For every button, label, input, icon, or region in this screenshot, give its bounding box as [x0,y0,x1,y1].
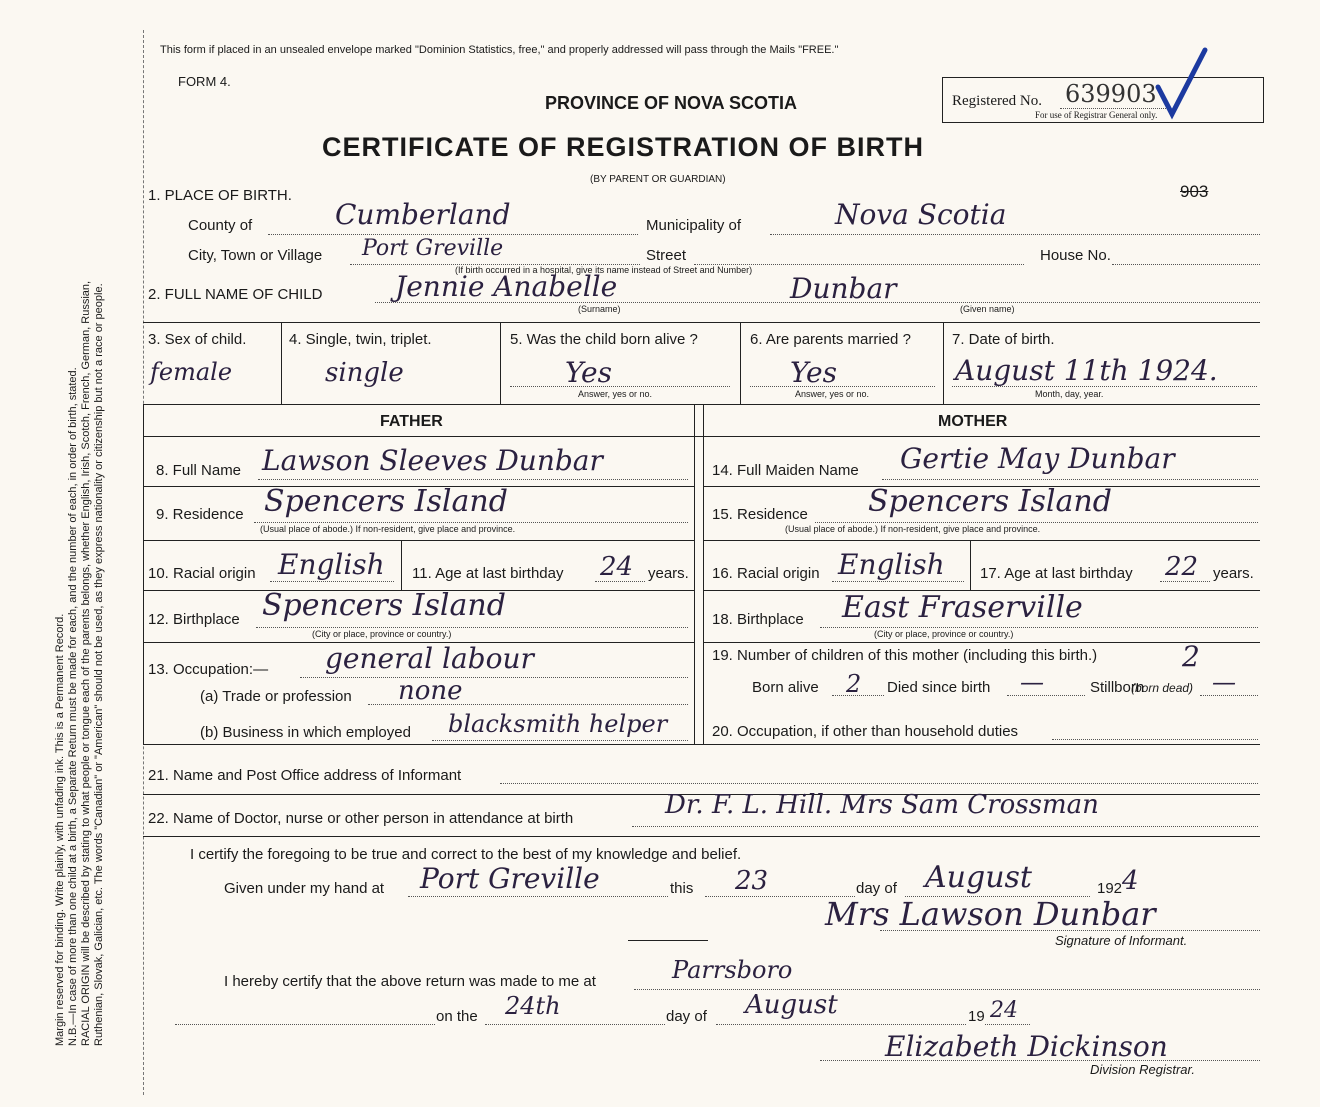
given-under-label: Given under my hand at [224,880,385,897]
rule [500,322,501,404]
crossed-number: 903 [1180,182,1209,201]
rule [740,322,741,404]
stillborn-label: Stillborn [1090,679,1145,696]
signature-label: Signature of Informant. [1055,933,1188,948]
registrar-title: Division Registrar. [1090,1062,1195,1077]
father-name-label: 8. Full Name [156,462,242,479]
house-number-label: House No. [1040,247,1111,264]
business-value: blacksmith helper [448,710,668,738]
mother-occupation-label: 20. Occupation, if other than household duties [712,723,1019,740]
dob-value: August 11th 1924. [955,354,1218,387]
rule [143,836,1260,837]
mother-years: years. [1213,565,1254,582]
mother-racial-value: English [838,548,945,581]
sex-label: 3. Sex of child. [148,331,247,348]
rule [143,540,694,541]
given-name-note: (Given name) [960,304,1015,314]
mother-age-value: 22 [1165,552,1199,582]
died-label: Died since birth [887,679,991,696]
alive-label: 5. Was the child born alive ? [510,331,698,348]
alive-answer-note: Answer, yes or no. [578,389,653,399]
municipality-value: Nova Scotia [835,198,1007,231]
surname-note: (Surname) [578,304,621,314]
margin-line-2: N.B.—In case of more than one child at a birth, a Separate Return must be made for each, and the number of each, in order of birth, stated. [67,367,79,1046]
margin-line-3: RACIAL ORIGIN will be described by stating to what people or tongue each of the parents belongs, whether English, Irish, Scotch, French, German, Russian, [80,280,92,1046]
place-of-birth-label: 1. PLACE OF BIRTH. [148,187,292,204]
informant-signature: Mrs Lawson Dunbar [825,895,1156,933]
registrar-note: For use of Registrar General only. [1035,110,1158,120]
child-surname: Dunbar [790,272,897,305]
born-alive-value: 2 [846,670,862,698]
rule [143,404,1260,405]
mother-age-label: 17. Age at last birthday [980,565,1133,582]
mother-name-value: Gertie May Dunbar [900,442,1175,475]
mother-birthplace-value: East Fraserville [842,590,1083,625]
father-racial-value: English [278,548,385,581]
rule [401,540,402,590]
father-birthplace-note: (City or place, province or country.) [312,629,452,639]
registrar-month-value: August [745,990,838,1020]
mother-birthplace-note: (City or place, province or country.) [874,629,1014,639]
mother-residence-label: 15. Residence [712,506,808,523]
married-answer-note: Answer, yes or no. [795,389,870,399]
form-number: FORM 4. [178,74,231,89]
alive-value: Yes [565,356,612,389]
mother-residence-value: Spencers Island [868,484,1112,519]
father-racial-label: 10. Racial origin [148,565,256,582]
trade-label: (a) Trade or profession [200,688,352,705]
rule [703,642,1260,643]
doctor-label: 22. Name of Doctor, nurse or other person in attendance at birth [148,810,574,827]
registrar-day-of-label: day of [666,1008,707,1025]
mail-note: This form if placed in an unsealed envelope marked "Dominion Statistics, free," and properly addressed will pass through the Mails "FREE." [160,44,839,56]
rule [703,404,704,744]
father-heading: FATHER [380,413,443,430]
given-year-suffix: 4 [1122,866,1139,896]
city-label: City, Town or Village [188,247,323,264]
father-age-value: 24 [600,552,634,582]
father-occupation-value: general labour [325,642,534,675]
children-count-value: 2 [1182,640,1200,673]
registrar-signature: Elizabeth Dickinson [885,1030,1168,1063]
father-name-value: Lawson Sleeves Dunbar [262,444,603,477]
rule [943,322,944,404]
county-value: Cumberland [335,198,511,231]
dob-label: 7. Date of birth. [952,331,1055,348]
rule [694,404,695,744]
rule [703,540,1260,541]
registered-label: Registered No. [952,93,1042,109]
margin-line-1: Margin reserved for binding. Write plainly, with unfading ink. This is a Permanent Record. [54,613,66,1046]
dob-note: Month, day, year. [1035,389,1104,399]
hospital-note: (If birth occurred in a hospital, give its name instead of Street and Number) [455,265,753,275]
subtitle: (BY PARENT OR GUARDIAN) [590,174,726,185]
born-alive-label: Born alive [752,679,819,696]
father-birthplace-value: Spencers Island [262,588,506,623]
street-label: Street [646,247,687,264]
province-heading: PROVINCE OF NOVA SCOTIA [545,93,798,113]
single-label: 4. Single, twin, triplet. [289,331,432,348]
margin-line-4: Ruthenian, Slovak, Galician, etc. The words "Canadian" or "American" should not be used, as they express nationality or citizenship but not a race or people. [93,283,105,1046]
informant-label: 21. Name and Post Office address of Informant [148,767,462,784]
given-month-value: August [925,860,1032,895]
registrar-day-value: 24th [505,992,561,1020]
municipality-label: Municipality of [646,217,742,234]
rule [143,322,1260,323]
mother-birthplace-label: 18. Birthplace [712,611,804,628]
rule [970,540,971,590]
registrar-certify-label: I hereby certify that the above return was made to me at [224,973,596,990]
mother-residence-note: (Usual place of abode.) If non-resident, give place and province. [785,524,1041,534]
day-of-label: day of [856,880,897,897]
child-given-name: Jennie Anabelle [395,270,618,303]
registrar-on-the-label: on the [436,1008,478,1025]
father-years: years. [648,565,689,582]
father-residence-note: (Usual place of abode.) If non-resident, give place and province. [260,524,516,534]
married-value: Yes [790,356,837,389]
mother-heading: MOTHER [938,413,1008,430]
rule [143,404,144,744]
died-value: — [1020,668,1044,696]
rule [143,436,1260,437]
registrar-place-value: Parrsboro [672,956,793,984]
married-label: 6. Are parents married ? [750,331,911,348]
single-value: single [325,358,404,388]
trade-value: none [398,676,463,706]
divider [628,940,708,941]
sex-value: female [150,358,233,386]
margin-instructions [54,46,106,1046]
rule [143,744,1260,745]
registrar-year-suffix: 24 [990,998,1018,1023]
city-value: Port Greville [362,236,504,261]
father-occupation-label: 13. Occupation:— [148,661,269,678]
county-label: County of [188,217,253,234]
father-birthplace-label: 12. Birthplace [148,611,240,628]
checkmark-icon [1150,42,1210,122]
given-day-value: 23 [735,866,769,896]
doctor-value: Dr. F. L. Hill. Mrs Sam Crossman [665,790,1099,820]
mother-racial-label: 16. Racial origin [712,565,820,582]
father-residence-label: 9. Residence [156,506,244,523]
mother-name-label: 14. Full Maiden Name [712,462,859,479]
children-count-label: 19. Number of children of this mother (including this birth.) [712,647,1098,664]
rule [281,322,282,404]
given-place-value: Port Greville [420,862,600,895]
business-label: (b) Business in which employed [200,724,411,741]
stillborn-value: — [1212,668,1236,696]
registered-number: 639903 [1065,80,1157,108]
this-label: this [670,880,694,897]
given-year-prefix: 192 [1097,880,1123,897]
child-name-label: 2. FULL NAME OF CHILD [148,286,323,303]
father-residence-value: Spencers Island [264,484,508,519]
stillborn-note: (born dead) [1131,681,1194,695]
registrar-year-prefix: 19 [968,1008,985,1025]
father-age-label: 11. Age at last birthday [412,565,564,582]
certify-text: I certify the foregoing to be true and correct to the best of my knowledge and belief. [190,846,742,863]
page-title: CERTIFICATE OF REGISTRATION OF BIRTH [322,132,924,162]
